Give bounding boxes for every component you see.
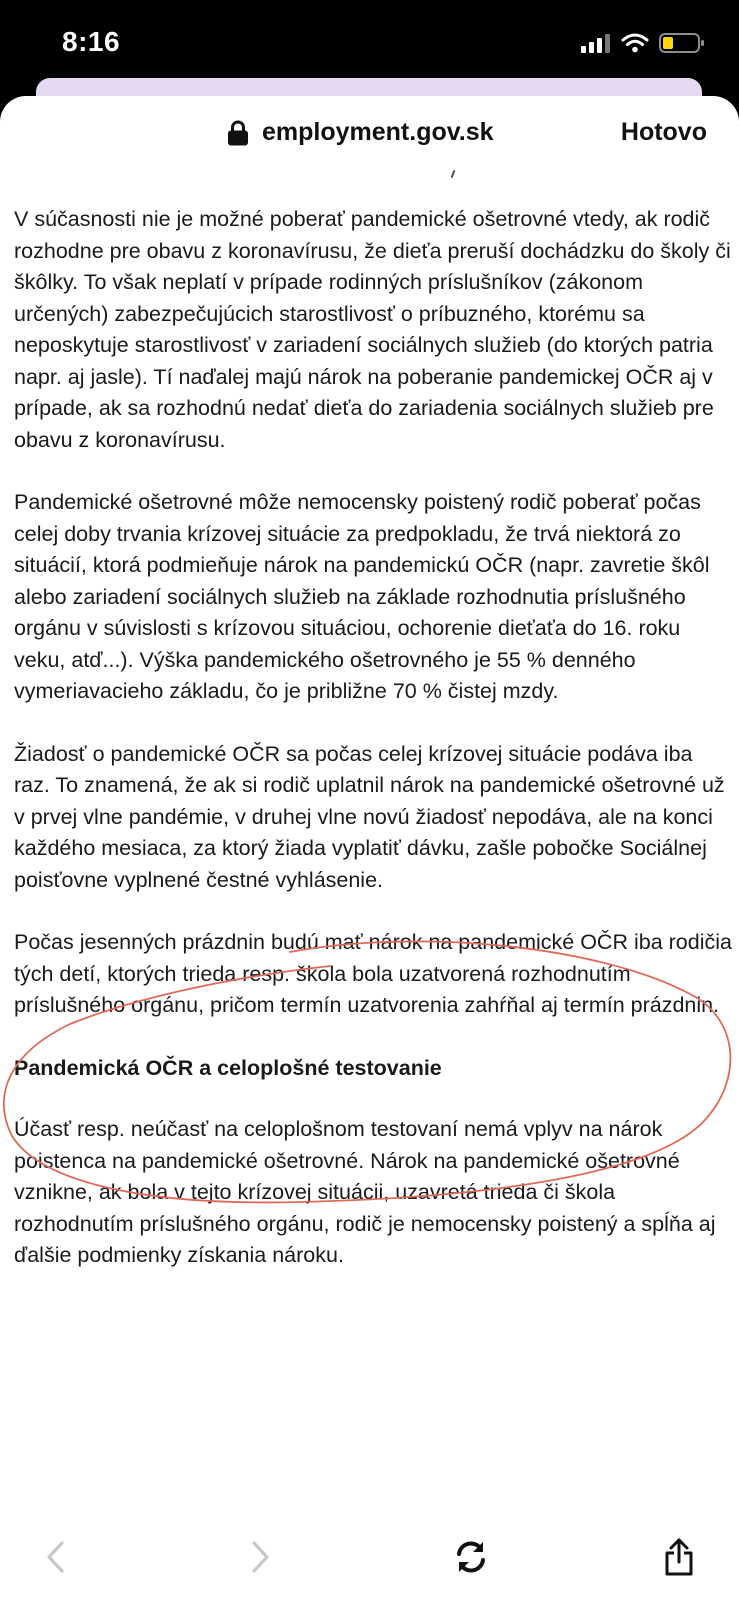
url-display[interactable] [228, 118, 494, 147]
chevron-left-icon [45, 1540, 65, 1574]
article-content [14, 204, 734, 1303]
done-button[interactable]: Hotovo [620, 118, 707, 146]
reload-button[interactable] [448, 1534, 494, 1580]
battery-icon [659, 32, 705, 54]
article-paragraph: Počas jesenných prázdnin budú mať nárok na pandemické OČR iba rodičia tých detí, ktorých trieda resp. škola bola uzatvorená rozhodnutím príslušného orgánu, pričom termín uzatvorenia zahŕňal aj termín prázdnin. [14, 930, 732, 1017]
article-paragraph: Pandemické ošetrovné môže nemocensky poistený rodič poberať počas celej doby trvania krízovej situácie za predpokladu, že trvá niektorá zo situácií, ktorá podmieňuje nárok na pandemickú OČR (napr. zavretie škôl alebo zariadení sociálnych služieb na základe rozhodnutia príslušného orgánu v súvislosti s krízovou situáciou, ochorenie dieťaťa do 16. roku veku, atď...). Výška pandemického ošetrovného je 55 % denného vymeriavacieho základu, čo je približne 70 % čistej mzdy. [14, 490, 710, 703]
share-icon [664, 1538, 694, 1576]
back-button[interactable] [32, 1534, 78, 1580]
browser-sheet [0, 96, 739, 1600]
signal-icon [581, 33, 611, 53]
share-button[interactable] [656, 1534, 702, 1580]
url-text: employment.gov.sk [262, 118, 494, 146]
status-icons [581, 32, 705, 54]
chevron-right-icon [251, 1540, 271, 1574]
article-paragraph: Účasť resp. neúčasť na celoplošnom testovaní nemá vplyv na nárok poistenca na pandemické ošetrovné. Nárok na pandemické ošetrovné vznikne, ak bola v tejto krízovej situácii, uzavretá trieda či škola rozhodnutím príslušného orgánu, rodič je nemocensky poistený a spĺňa aj ďalšie podmienky získania nároku. [14, 1117, 716, 1267]
section-heading: Pandemická OČR a celoplošné testovanie [14, 1055, 442, 1080]
status-time: 8:16 [62, 26, 121, 57]
article-paragraph: Žiadosť o pandemické OČR sa počas celej krízovej situácie podáva iba raz. To znamená, že ak si rodič uplatnil nárok na pandemické ošetrovné už v prvej vlne pandémie, v druhej vlne novú žiadosť nepodáva, ale na konci každého mesiaca, za ktorý žiada vyplatiť dávku, zašle pobočke Sociálnej poisťovne vyplnené čestné vyhlásenie. [14, 741, 725, 892]
scroll-tick-mark [451, 170, 456, 178]
wifi-icon [621, 33, 649, 53]
url-bar [0, 96, 739, 176]
forward-button[interactable] [238, 1534, 284, 1580]
article-paragraph: V súčasnosti nie je možné poberať pandemické ošetrovné vtedy, ak rodič rozhodne pre obavu z koronavírusu, že dieťa preruší dochádzku do školy či škôlky. To však neplatí v prípade rodinných príslušníkov (zákonom určených) zabezpečujúcich starostlivosť o príbuzného, ktorému sa neposkytuje starostlivosť v zariadení sociálnych služieb (do ktorých patria napr. aj jasle). Tí naďalej majú nárok na poberanie pandemickej OČR aj v prípade, ak sa rozhodnú nedať dieťa do zariadenia sociálnych služieb pre obavu z koronavírusu. [14, 207, 731, 452]
refresh-icon [453, 1539, 489, 1575]
browser-toolbar [0, 1520, 739, 1600]
lock-icon [228, 120, 248, 146]
